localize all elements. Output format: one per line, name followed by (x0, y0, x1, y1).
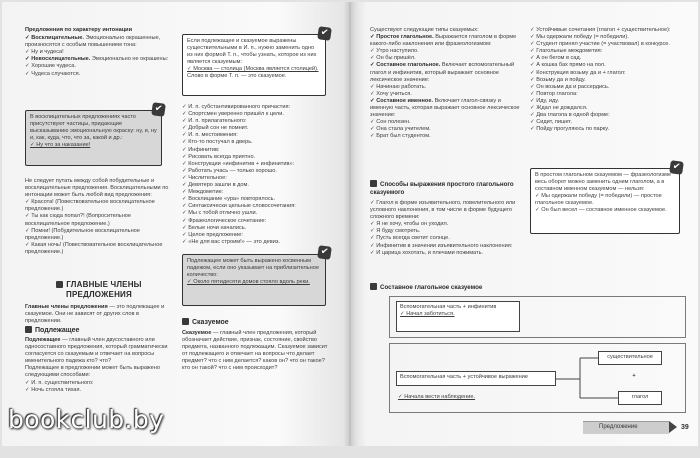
page-footer (583, 421, 695, 434)
list-item: ✓ Ну и чудеса! (25, 49, 64, 56)
list-item: ✓ А он бегом в сад. (530, 55, 582, 62)
list-item-term: ✓ Составное глагольное. (370, 62, 441, 69)
list-item: ✓ Сидит, пишет. (530, 119, 572, 126)
list-item: ✓ Хочу учиться. (370, 90, 412, 97)
caution-text: Не следует путать между собой побудительные и восклицательные предложения. Восклицательными по интонации может быть любой вид предложения: (25, 178, 169, 199)
list-item: ✓ Мы с тобой отлично ушли. (182, 210, 258, 217)
subject-ways-intro: Подлежащее в предложении может быть выражено следующими способами: (25, 365, 160, 379)
list-item: ✓ Добрый сон не помнит. (182, 125, 249, 132)
list-item: ✓ Устойчивые сочетания (глагол + существительное): (530, 27, 671, 33)
arrow-right-icon (669, 421, 677, 433)
tip-example: ✓ Москва — столица (Москва является столицей). (187, 66, 319, 73)
list-item: ✓ Начинаю работать. (370, 83, 427, 90)
main-members-term: Главные члены предложения (25, 304, 108, 310)
list-item: ✓ Красота! (Повествовательное восклицательное предложение.) (25, 199, 155, 213)
diagram-box-verb (618, 391, 662, 405)
diagram-part-noun: существительное (607, 354, 653, 360)
intonation-heading: Предложения по характеру интонации (25, 27, 133, 33)
oblique-note-text: Подлежащее может быть выражено косвенным падежом, если оно указывает на приблизительное количество: (187, 258, 319, 279)
list-item: ✓ Инфинитив: (182, 146, 220, 153)
list-item: ✓ Помни! (Побудительное восклицательное предложение.) (25, 227, 140, 241)
list-item: ✓ Повтор глагола: (530, 90, 578, 97)
particles-note-example: ✓ Ну что за наказание! (30, 142, 91, 149)
compound-verbal-predicate-heading-text: Составное глагольное сказуемое (380, 284, 483, 291)
list-item: ✓ Ночь стояла тихая. (25, 386, 82, 393)
footer-section-title: Предложение (599, 424, 638, 430)
list-item-text: Включает глагол-связку и именную часть, которая выражает основное лексическое значение: (370, 97, 520, 119)
idiom-note-examples (535, 193, 675, 214)
predicate-heading-text: Сказуемое (192, 319, 229, 326)
list-item: ✓ Хорошие чудеса. (25, 63, 76, 70)
list-item: ✓ Иду, иду. (530, 97, 560, 104)
list-item: ✓ Целое предложение: (182, 231, 243, 238)
list-item: ✓ «Не для вас строим!» — это девиз. (182, 238, 280, 245)
subject-term: Подлежащее (25, 337, 61, 343)
list-item: ✓ Он был весел — составное именное сказуемое. (535, 207, 667, 214)
list-item: ✓ Сон полезен. (370, 119, 411, 126)
list-item: ✓ Девятеро зашли в дом. (182, 182, 249, 189)
list-item: ✓ Пусть всегда светит солнце. (370, 235, 450, 242)
list-item: ✓ Утро наступило. (370, 48, 419, 55)
idiom-note-text: В простом глагольном сказуемом — фразеологизме весь оборот можно заменить одним глаголом, а в составном именном сказуемом — нельзя: (535, 172, 672, 193)
predicate-types-intro: Существуют следующие типы сказуемых: (370, 27, 479, 33)
list-item: ✓ И царица хохотать, и плечами пожимать. (370, 249, 484, 256)
simple-predicate-ways-heading-text: Способы выражения простого глагольного сказуемого (370, 181, 514, 196)
list-item: ✓ Мы одержали победу (= победили) — простое глагольное сказуемое. (535, 193, 662, 207)
diagram-row2-formula: Вспомогательная часть + устойчивое выражение (400, 374, 528, 380)
list-item: ✓ Пойду прогуляюсь по парку. (530, 126, 610, 133)
list-item: ✓ И. п. существительного: (25, 379, 94, 386)
list-item: ✓ Конструкции «инфинитив + инфинитив»: (182, 160, 295, 167)
diagram-row2-example: ✓ Начала вести наблюдение. (398, 394, 476, 400)
check-icon (669, 160, 684, 175)
list-item: ✓ Он бы пришёл. (370, 55, 416, 62)
list-item: ✓ Мы одержали победу (= победили). (530, 34, 629, 41)
list-item: ✓ Она стала учителем. (370, 126, 431, 133)
diagram-plus: + (632, 373, 636, 379)
main-members-heading-text: ГЛАВНЫЕ ЧЛЕНЫ ПРЕДЛОЖЕНИЯ (66, 280, 142, 299)
diagram-box-noun (598, 351, 662, 365)
list-item-text: Эмоционально окрашенные, произносятся с особым повышением тона: (25, 35, 161, 49)
page-number: 39 (681, 424, 689, 431)
site-watermark: bookclub.by (8, 405, 165, 434)
list-item: ✓ Числительное: (182, 174, 227, 181)
list-item: ✓ Рисовать всегда приятно. (182, 153, 256, 160)
list-item: ✓ И. п. местоимения: (182, 132, 238, 139)
list-item: ✓ Возьму да и пойду. (530, 76, 586, 83)
list-item-text: Включает вспомогательный глагол и инфинитив, который выражает основное лексическое значение: (370, 62, 515, 83)
list-item: ✓ Междометие: (182, 189, 224, 196)
list-item: ✓ Кто-то постучал в дверь. (182, 139, 253, 146)
list-item: ✓ Инфинитив в значении изъявительного наклонения: (370, 242, 513, 249)
subject-definition-text: — главный член двусоставного или односоставного предложения, который грамматически согласуется со сказуемым и отвечает на вопросы именительного падежа кто? что? (25, 337, 168, 365)
list-item-term: ✓ Восклицательные. (25, 35, 84, 42)
list-item: ✓ Брат был студентом. (370, 133, 431, 140)
list-item: ✓ Два глагола в одной форме: (530, 112, 610, 119)
list-item: ✓ Конструкция возьму да и + глагол: (530, 69, 626, 76)
list-item: ✓ Он возьми да и рассердись. (530, 83, 610, 90)
list-item: ✓ Чудеса случаются. (25, 70, 81, 77)
predicate-term: Сказуемое (182, 330, 212, 336)
oblique-note-example: ✓ Около пятидесяти домов стояло вдоль реки. (187, 279, 310, 286)
list-item: ✓ Я не хочу, чтобы он уходил. (370, 221, 449, 228)
list-item: ✓ Глагольные междометия: (530, 48, 603, 55)
list-item-term: ✓ Составное именное. (370, 97, 434, 104)
list-item: ✓ Ты как сюда попал?! (Вопросительное восклицательное предложение.) (25, 213, 132, 227)
list-item-term: ✓ Невосклицательные. (25, 56, 91, 63)
list-item: ✓ Восклицание «ура» повторялось. (182, 196, 276, 203)
list-item: ✓ Спортсмен уверенно пришёл к цели. (182, 111, 284, 118)
list-item: ✓ Белые ночи начались. (182, 224, 247, 231)
list-item: ✓ И. п. прилагательного: (182, 118, 247, 125)
list-item: ✓ А кошка бах прямо на пол. (530, 62, 606, 69)
list-item: ✓ Синтаксически цельные словосочетания: (182, 203, 296, 210)
simple-predicate-ways-list-continued (530, 27, 688, 133)
diagram-row1-example: ✓ Начал заботиться. (400, 311, 455, 318)
tip-text: Если подлежащее и сказуемое выражены существительными в И. п., нужно заменить одно из них формой Т. п., чтобы узнать, которое из них является сказуемым: (187, 38, 317, 66)
subject-heading-text: Подлежащее (35, 327, 80, 334)
list-item: ✓ Какая ночь! (Повествовательное восклицательное предложение.) (25, 241, 163, 255)
particles-note-text: В восклицательных предложениях часто присутствуют частицы, придающие высказыванию эмоциональную окраску: ну, и, ну и, как, куда, что, что за, какой и др.: (30, 114, 157, 142)
list-item-term: ✓ Простое глагольное. (370, 34, 434, 41)
list-item: ✓ Студент принял участие (= участвовал) в конкурсе. (530, 41, 670, 48)
list-item: ✓ Работать учась — только хорошо. (182, 167, 277, 174)
predicate-definition-text: — главный член предложения, который обозначает действие, признак, состояние, свойство предмета, названного подлежащим. Сказуемое зависит от подлежащего и отвечает на вопросы что делает предмет? что с ним делается? каков он? что он такое? кто он такой? что с ним происходит? (182, 330, 328, 372)
diagram-part-verb: глагол (631, 394, 649, 400)
main-members-text: — это подлежащее и сказуемое. Они не зависят от других слов в предложении. (25, 304, 165, 325)
list-item: ✓ Фразеологическое сочетание: (182, 217, 267, 224)
list-item-text: Эмоционально не окрашены: (91, 56, 169, 63)
list-item: ✓ Я буду смотреть. (370, 228, 421, 235)
list-item: ✓ Ждал не дождался. (530, 105, 588, 112)
list-item: ✓ Глагол в форме изъявительного, повелительного или условного наклонения, в том числе в форме будущего сложного времени: (370, 200, 516, 221)
list-item-text: Выражается глаголом в форме какого-либо наклонения или фразеологизмом: (370, 34, 517, 48)
list-item: ✓ И. п. субстантивированного причастия: (182, 104, 291, 110)
idiom-predicate-note-box (530, 168, 680, 234)
diagram-row1-formula: Вспомогательная часть + инфинитив (400, 304, 497, 310)
tip-rule: Слово в форме Т. п. — это сказуемое. (187, 73, 287, 80)
